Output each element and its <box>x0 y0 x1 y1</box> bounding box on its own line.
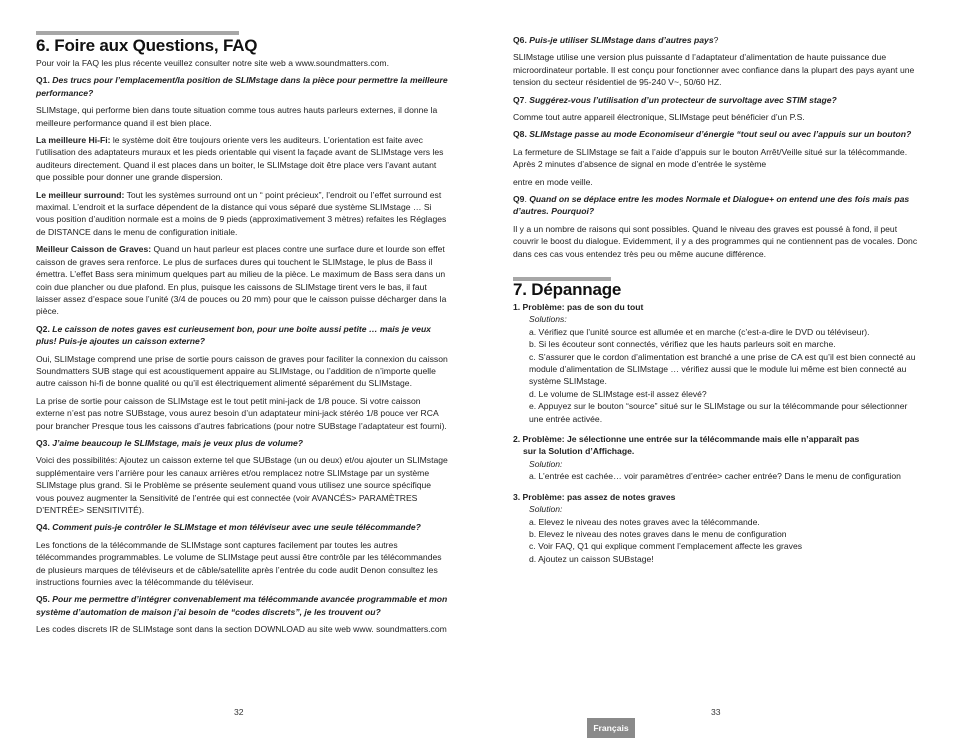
q1-answer-bass <box>36 243 450 317</box>
q2-number: Q2. <box>36 323 50 334</box>
q2-answer-2: La prise de sortie pour caisson de SLIMstage est le tout petit mini-jack de 1/8 pouce. Si votre caisson externe n’est pas notre SUBstage, vous aurez besoin d’un adaptateur mini-jack stéréo 1/8 pouce ver RCA pour brancher Presque tous les caissons d’autres fabrications (pour notre SUBstage l’adaptateur est fourni). <box>36 395 447 431</box>
problem-3-title: 3. Problème: pas assez de notes graves <box>513 491 676 502</box>
faq-q8 <box>513 128 921 140</box>
problem-2-title-continued: sur la Solution d’Affichage. <box>523 446 635 457</box>
surround-label: Le meilleur surround: <box>36 189 125 200</box>
q3-number: Q3. <box>36 437 50 448</box>
problem-2-title: 2. Problème: Je sélectionne une entrée sur la télécommande mais elle n’apparaît pas <box>513 434 860 445</box>
faq-q7 <box>513 94 921 106</box>
q9-number: Q9 <box>513 194 525 205</box>
problem-1-title: 1. Problème: pas de son du tout <box>513 302 644 312</box>
faq-q4 <box>36 521 450 533</box>
q8-answer-1: La fermeture de SLIMstage se fait a l’aide d’appuis sur le bouton Arrêt/Veille situé sur la télécommande. Après 2 minutes d’absence de signal en mode d’entrée le système <box>513 146 908 170</box>
faq-q9 <box>513 193 921 218</box>
section-title-bar <box>36 31 239 35</box>
faq-section-title: 6. Foire aux Questions, FAQ <box>36 36 258 55</box>
problem-3-solution-b: b. Elevez le niveau des notes graves dans le menu de configuration <box>529 528 787 539</box>
hifi-label: La meilleure Hi-Fi: <box>36 135 111 146</box>
q1-answer-1: SLIMstage, qui performe bien dans toute situation comme tous autres hauts parleurs externes, il donne la meilleure performance quand il est bien place. <box>36 105 438 128</box>
q2-answer-1: Oui, SLIMstage comprend une prise de sortie pours caisson de graves pour faciliter la connexion du caisson Soundmatters SUB stage qui est acoustiquement appaire au SLIMstage, ou l’addition de n’importe quelle autre caisson hi-fi de bonne qualité ou qu’il est électriquement alimenté séparément du SLIMstage. <box>36 353 448 389</box>
bass-label: Meilleur Caisson de Graves: <box>36 244 152 255</box>
problem-1-solution-b: b. Si les écouteur sont connectés, vérifiez que les hauts parleurs soit en marche. <box>529 339 836 350</box>
q8-question: SLIMstage passe au mode Economiseur d’énergie “tout seul ou avec l’appuis sur un bouton? <box>529 129 912 140</box>
hifi-text: le système doit être toujours oriente vers les auditeurs. L’orientation est faite avec l’utilisation des adaptateurs muraux et les pieds orientable qui visent la façade avant de SLIMstage vers les auditeurs directement. Quand il est places dans un boiter, le SLIMstage doit être place vers l’avant autant que possible pour donner une grande dispersion. <box>36 135 444 183</box>
q6-question: Puis-je utiliser SLIMstage dans d’autres pays <box>529 35 714 45</box>
faq-q5 <box>36 593 450 618</box>
q2-question: Le caisson de notes gaves est curieusement bon, pour une boite aussi petite … mais je veux plus! Puis-je ajoutes un caisson externe? <box>36 323 431 347</box>
problem-3-solution-c: c. Voir FAQ, Q1 qui explique comment l’emplacement affecte les graves <box>529 541 803 552</box>
faq-q3 <box>36 437 450 449</box>
q1-answer-surround <box>36 189 450 239</box>
language-tab: Français <box>587 718 635 738</box>
q1-answer-hifi <box>36 134 450 184</box>
faq-column-continued <box>513 34 921 265</box>
q7-answer-1: Comme tout autre appareil électronique, SLIMstage peut bénéficier d’un P.S. <box>513 112 805 123</box>
problem-3-solution-a: a. Elevez le niveau des notes graves avec la télécommande. <box>529 516 760 527</box>
q1-question: Des trucs pour l’emplacement/la position de SLIMstage dans la pièce pour permettre la meilleure performance? <box>36 75 448 98</box>
faq-intro: Pour voir la FAQ les plus récente veuillez consulter notre site web a www.soundmatters.com. <box>36 58 389 68</box>
problem-1-solutions-label: Solutions: <box>529 314 567 325</box>
q9-question: Quand on se déplace entre les modes Normale et Dialogue+ on entend une des fois mais pas d’autres. Pourquoi? <box>513 194 910 217</box>
troubleshooting-section-title: 7. Dépannage <box>513 280 622 299</box>
q6-number: Q6. <box>513 35 527 45</box>
q5-answer-1: Les codes discrets IR de SLIMstage sont dans la section DOWNLOAD au site web www. soundmatters.com <box>36 624 447 635</box>
faq-q1 <box>36 74 450 99</box>
bass-text: Quand un haut parleur est places contre une surface dure et lourde son effet caisson de graves sera renforce. Le plus de surfaces dures qui touchent le SLIMstage, le plus de Bass il émettra. L’effet Bass sera minimum quelques part au milieu de la pièce. Le maximum de Bass sera dans un coin due plancher ou due plafond. En plus, puisque les caissons de SLIMstage tirent vers le bas, il faut laisser assez d’espace soue l’unité (3/4 de pouces ou 20 mm) pour que le caisson puisse décharger dans la pièce. <box>36 244 447 317</box>
q4-number: Q4. <box>36 522 50 533</box>
q4-answer-1: Les fonctions de la télécommande de SLIMstage sont captures facilement par toutes les autres télécommandes programmables. Le volume de SLIMstage peut aussi être contrôle par les télécommandes de plusieurs marques de téléviseurs et de câble/satellite après l’entrée du code audit Denon consultez les instructions fournies avec la télécommande du téléviseur. <box>36 539 442 588</box>
troubleshooting-list <box>513 301 921 565</box>
problem-1-solution-c: c. S’assurer que le cordon d’alimentation est branché a une prise de CA est qu’il est bien connecté au module d’alimentation de SLIMstage … vérifiez aussi que le module lui même est bien connecté au système SLIMstage. <box>529 351 916 387</box>
problem-3-solution-label: Solution: <box>529 504 563 515</box>
faq-q6 <box>513 34 921 46</box>
problem-3-solution-d: d. Ajoutez un caisson SUBstage! <box>529 553 654 564</box>
problem-2-solution-a: a. L’entrée est cachée… voir paramètres d’entrée> cacher entrée? Dans le menu de configuration <box>529 471 901 482</box>
q9-answer-1: Il y a un nombre de raisons qui sont possibles. Quand le niveau des graves est poussé à fond, il peut couvrir le boost du dialogue. Evidemment, il y a des programmes qui ne contiennent pas de vocales. Donc dans ces cas vous entendez très peu ou même aucune différence. <box>513 223 918 259</box>
q3-answer-1: Voici des possibilités: Ajoutez un caisson externe tel que SUBstage (un ou deux) et/ou ajouter un SLIMstage supplémentaire vers l’arrière pour les canaux arrières et/ou remplacez notre SLIMstage par un système SLIMstage plus grand. Si le Problème se présente seulement quand vous utilisez une source spécifique vous pouvez augmenter la Sensitivité de l’entrée qui est connectée (voir AVANCÉS> PARAMÈTRES D’ENTRÉE> SENSITIVITÉ). <box>36 455 448 515</box>
page-number-left: 32 <box>234 707 244 717</box>
q7-number: Q7 <box>513 94 525 105</box>
problem-1-solution-a: a. Vérifiez que l’unité source est allumée et en marche (c’est-a-dire le DVD ou téléviseur). <box>529 326 870 337</box>
q5-question: Pour me permettre d’intégrer convenablement ma télécommande avancée programmable et mon système d’automation de maison j’ai besoin de “codes discrets”, je les trouvent ou? <box>36 594 448 617</box>
q6-answer-1: SLIMstage utilise une version plus puissante d l’adaptateur d’alimentation de haute puissance due microordinateur portable. Il est conçu pour fonctionner avec confiance dans la plupart des pays ayant une tension du secteur résidentiel de 95-240 V~, 50/60 HZ. <box>513 52 915 88</box>
q5-number: Q5. <box>36 594 50 605</box>
q3-question: J’aime beaucoup le SLIMstage, mais je veux plus de volume? <box>52 437 303 448</box>
problem-2-solution-label: Solution: <box>529 458 563 469</box>
q9-dot: . <box>524 194 530 205</box>
q8-number: Q8. <box>513 129 527 140</box>
faq-q2 <box>36 323 450 348</box>
surround-text: Tout les systèmes surround ont un “ point précieux”, l’endroit ou l’effet surround est maximal. L’endroit et la surface dépendent de la distance qui vous séparé due système SLIMstage … Si vous position d’audition normale est a moins de 9 pieds (approximativement 3 mètres) refaites les Réglages de DISTANCE dans le menu de configuration initiale. <box>36 189 447 237</box>
faq-column <box>36 57 450 641</box>
q7-question: Suggérez-vous l’utilisation d’un protecteur de survoltage avec STIM stage? <box>529 94 837 105</box>
q6-question-mark: ? <box>713 35 719 45</box>
problem-1-solution-d: d. Le volume de SLIMstage est-il assez élevé? <box>529 388 707 399</box>
q1-number: Q1. <box>36 75 50 86</box>
q7-dot: . <box>524 94 530 105</box>
problem-1-solution-e: e. Appuyez sur le bouton “source” situé sur le SLIMstage ou sur la télécommande pour sélectionner une entrée activée. <box>529 401 908 424</box>
q4-question: Comment puis-je contrôler le SLIMstage et mon téléviseur avec une seule télécommande? <box>52 522 421 533</box>
page-number-right: 33 <box>711 707 721 717</box>
q8-answer-2: entre en mode veille. <box>513 176 593 187</box>
